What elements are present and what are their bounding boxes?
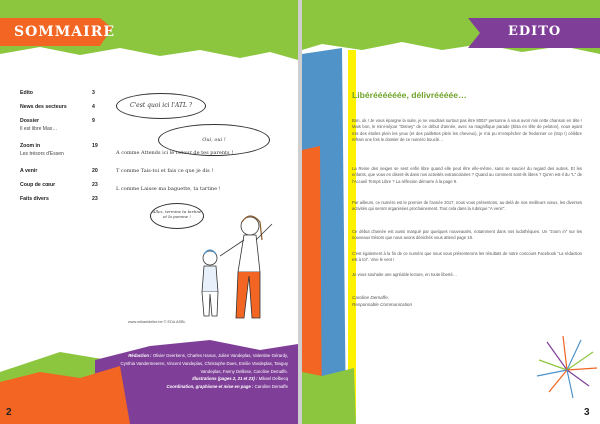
credits-coordination-name: Caroline Demaffe: [254, 384, 288, 390]
credits-block: [120, 352, 288, 391]
toc-page-edito: 3: [92, 90, 95, 96]
speech-bubble-question: C'est quoi ici l'ATL ?: [116, 93, 206, 119]
toc-item-dossier[interactable]: Dossier: [20, 118, 40, 124]
speech-bubble-answer: Oui, oui !: [158, 124, 270, 156]
acronym-line-t: T comme Tais-toi et fais ce que je dis !: [116, 168, 214, 174]
edito-paragraph-2: La Reine des neiges se sent enfin libre quand elle peut être elle-même, sans se soucier du regard des autres. Et les enfants, que vous en disent-ils dans nos activités extrascolaires ? Quand au comment sont-ils libres ? Qu'en est-il du "L" de l'Accueil Temps Libre ? La réflexion démarre à la page 9.: [352, 166, 582, 184]
toc-item-zoom[interactable]: Zoom in: [20, 143, 41, 149]
toc-page-coupdecoeur: 23: [92, 182, 98, 188]
green-bottom-band: [302, 368, 356, 424]
edito-title: Libéréééééée, délivréééée…: [352, 90, 467, 100]
credits-redaction-label: Rédaction :: [128, 353, 152, 358]
toc-sub-zoom: Les trésors d'Essen: [20, 151, 64, 157]
toc-page-avenir: 20: [92, 168, 98, 174]
toc-item-edito[interactable]: Edito: [20, 90, 33, 96]
toc-item-coupdecoeur[interactable]: Coup de cœur: [20, 182, 56, 188]
credits-redaction-names: Olivier Geerkens, Charles Hanus, Julien Vandeplas, Valentine Gérardy, Cynthia Vandermeeren, Vincent Vandeplas, Christophe Dues, Emilie Vandeplas, Tanguy Vandeplas, Fanny Dellisse, Caroline Demaffe.: [120, 353, 288, 374]
page-number-left: 2: [6, 407, 12, 418]
credits-coordination-label: Coordination, graphisme et mise en page :: [166, 384, 254, 390]
signature-role: Responsable Communication: [352, 302, 413, 307]
edito-header: EDITO: [508, 24, 562, 39]
speech-bubble-small: Allez, termine ta tartine et la pomme !: [150, 203, 204, 229]
signature-name: Caroline Demaffe,: [352, 295, 390, 300]
page-number-right: 3: [584, 407, 590, 418]
acronym-line-a: A comme Attends ici le retour de tes parents !: [116, 150, 234, 156]
credits-illustrations-name: Mikael Delbecq: [258, 376, 288, 382]
acronym-line-l: L comme Laisse ma baguette, ta tartine !: [116, 186, 221, 192]
edito-paragraph-1: Bon, ok ! Je vous épargne la suite, je ne voudrais surtout pas être 8002* personne à vous avoir mis cette chanson en tête ! Mais bon, le mini-séjour "Disney" de ce début d'année, avec sa magnifique parade (Elsa en tête de peloton), nous ayant mis des étoiles plein les yeux (et des paillettes plein les cheveux), je n'ai pu m'empêcher de fredonner ce (trop !) célèbre refrain une fois le dossier de ce numéro bouclé…: [352, 118, 582, 142]
toc-page-dossier: 9: [92, 118, 95, 124]
left-page-sommaire: [0, 0, 298, 424]
toc-page-faitsdivers: 23: [92, 196, 98, 202]
edito-paragraph-6: Je vous souhaite une agréable lecture, en toute liberté…: [352, 272, 457, 277]
toc-page-news: 4: [92, 104, 95, 110]
sommaire-header: SOMMAIRE: [14, 24, 116, 40]
toc-item-news[interactable]: News des secteurs: [20, 104, 67, 110]
edito-paragraph-3: Par ailleurs, ce numéro est le premier de l'année 2017, nous vous présentons, au-delà de nos meilleurs vœux, les diverses activités qui seront organisées prochainement. Tout cela dans la rubrique "A venir".: [352, 200, 582, 212]
toc-page-zoom: 19: [92, 143, 98, 149]
toc-item-faitsdivers[interactable]: Faits divers: [20, 196, 49, 202]
toc-item-avenir[interactable]: A venir: [20, 168, 38, 174]
toc-sub-dossier: Il est libre Max…: [20, 126, 58, 132]
firework-decoration: [537, 336, 597, 398]
edito-paragraph-4: Ce début d'année est aussi marqué par quelques nouveautés, notamment dans nos ludothèques. Un "zoom in" sur les nouveaux trésors que nous avons dénichés vous attend page 19.: [352, 229, 582, 241]
illustration-credit: www.mikaeldelbe.be © EDA ASBL: [128, 320, 186, 324]
edito-paragraph-5: C'est également à la fin de ce numéro que nous vous présenterons les résultats de notre concours Facebook "La rédaction est à toi". Vive le vent !: [352, 251, 582, 263]
adult-child-drawing: [180, 212, 298, 322]
credits-illustrations-label: Illustrations (pages 2, 21 et 23) :: [192, 376, 258, 382]
